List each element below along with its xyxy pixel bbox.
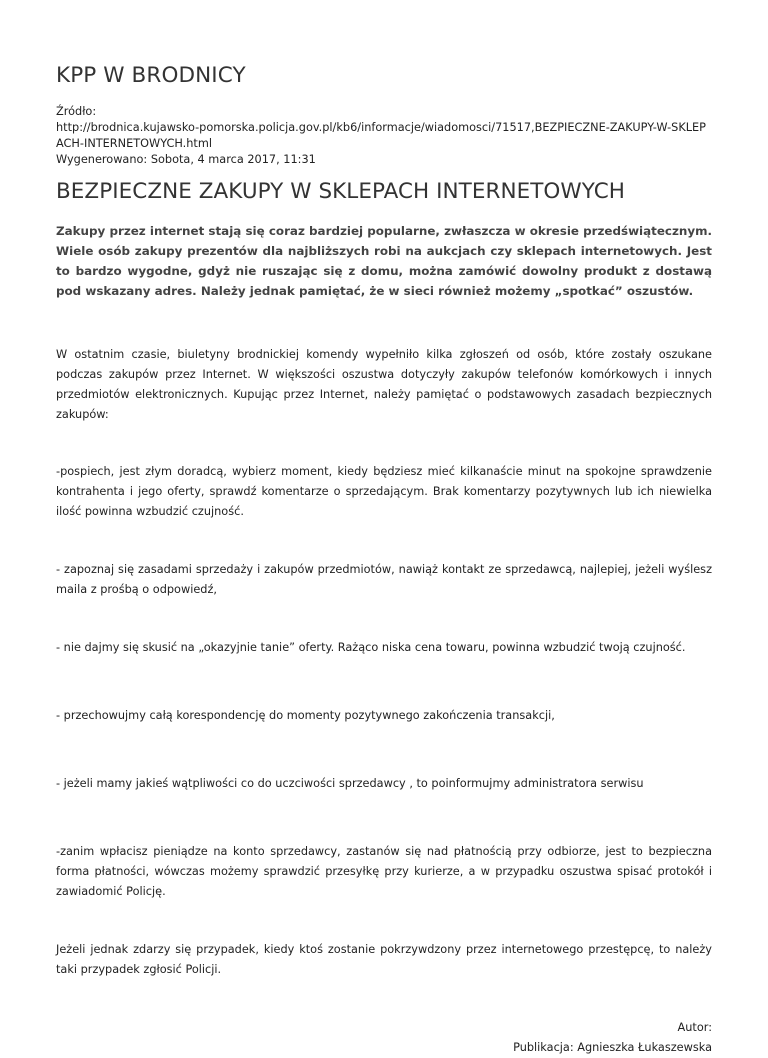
author-block: [56, 1018, 712, 1058]
article-paragraph: -zanim wpłacisz pieniądze na konto sprzedawcy, zastanów się nad płatnością przy odbiorze, jest to bezpieczna forma płatności, wówczas możemy sprawdzić przesyłkę przy kurierze, a w przypadku oszustwa spisać protokół i zawiadomić Policję.: [56, 845, 712, 898]
site-title: KPP W BRODNICY: [56, 63, 246, 88]
article-paragraph: - zapoznaj się zasadami sprzedaży i zakupów przedmiotów, nawiąż kontakt ze sprzedawcą, najlepiej, jeżeli wyślesz maila z prośbą o odpowiedź,: [56, 563, 712, 596]
article-lead: Zakupy przez internet stają się coraz bardziej popularne, zwłaszcza w okresie przedświątecznym. Wiele osób zakupy prezentów dla najbliższych robi na aukcjach czy sklepach internetowych. Jest to bardzo wygodne, gdyż nie ruszając się z domu, można zamówić dowolny produkt z dostawą pod wskazany adres. Należy jednak pamiętać, że w sieci również możemy „spotkać” oszustów.: [56, 224, 712, 298]
article-paragraph: - jeżeli mamy jakieś wątpliwości co do uczciwości sprzedawcy , to poinformujmy administratora serwisu: [56, 777, 644, 790]
publication-author: Publikacja: Agnieszka Łukaszewska: [513, 1041, 712, 1054]
source-label: Źródło:: [56, 105, 97, 118]
source-url[interactable]: http://brodnica.kujawsko-pomorska.policja.gov.pl/kb6/informacje/wiadomosci/71517,BEZPIECZNE-ZAKUPY-W-SKLEPACH-INTERNETOWYCH.html: [56, 121, 706, 150]
article-paragraph: - nie dajmy się skusić na „okazyjnie tanie” oferty. Rażąco niska cena towaru, powinna wzbudzić twoją czujność.: [56, 641, 686, 654]
article-paragraph: W ostatnim czasie, biuletyny brodnickiej komendy wypełniło kilka zgłoszeń od osób, które zostały oszukane podczas zakupów przez Internet. W większości oszustwa dotyczyły zakupów telefonów komórkowych i innych przedmiotów elektronicznych. Kupując przez Internet, należy pamiętać o podstawowych zasadach bezpiecznych zakupów:: [56, 348, 712, 421]
source-info: [56, 104, 712, 168]
author-label: Autor:: [677, 1021, 712, 1034]
document-page: [56, 62, 712, 1058]
article-title: BEZPIECZNE ZAKUPY W SKLEPACH INTERNETOWYCH: [56, 179, 625, 204]
generated-timestamp: Wygenerowano: Sobota, 4 marca 2017, 11:31: [56, 153, 316, 166]
article-paragraph: - przechowujmy całą korespondencję do momenty pozytywnego zakończenia transakcji,: [56, 709, 555, 722]
article-paragraph: -pospiech, jest złym doradcą, wybierz moment, kiedy będziesz mieć kilkanaście minut na spokojne sprawdzenie kontrahenta i jego oferty, sprawdź komentarze o sprzedającym. Brak komentarzy pozytywnych lub ich niewielka ilość powinna wzbudzić czujność.: [56, 465, 712, 518]
article-paragraph: Jeżeli jednak zdarzy się przypadek, kiedy ktoś zostanie pokrzywdzony przez internetowego przestępcę, to należy taki przypadek zgłosić Policji.: [56, 943, 712, 976]
